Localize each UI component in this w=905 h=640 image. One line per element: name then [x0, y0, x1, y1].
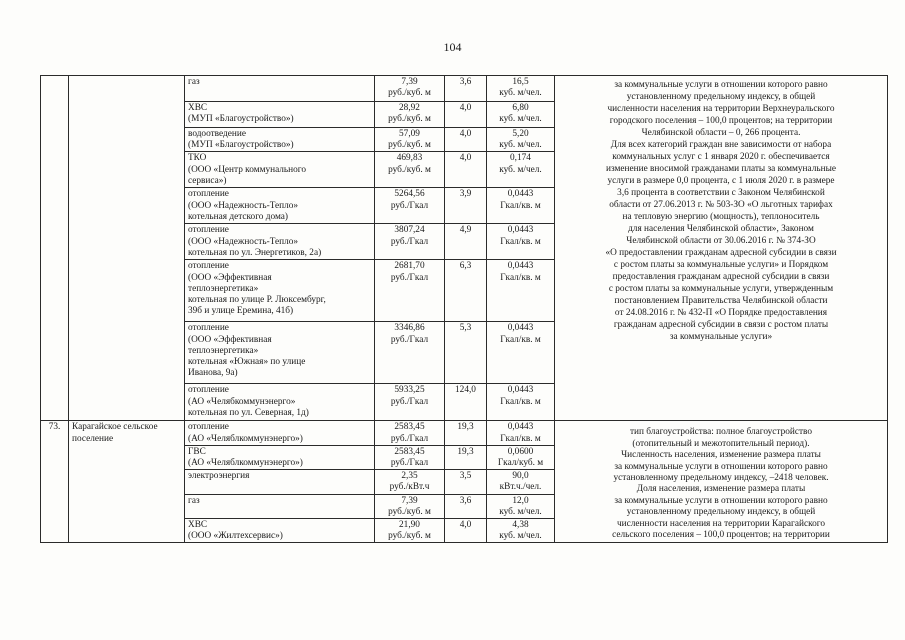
- index-cell: 19,3: [445, 445, 487, 469]
- note-cell-line: изменение вносимой гражданами платы за коммунальные: [606, 164, 836, 174]
- norm-cell: [487, 76, 555, 102]
- index-cell: 3,6: [445, 494, 487, 518]
- norm-cell-line: 0,174: [510, 153, 531, 164]
- index-cell: 4,0: [445, 128, 487, 152]
- note-cell-line: гражданам адресной субсидии в связи с ростом платы: [613, 320, 829, 330]
- tariff-cell-line: руб./Гкал: [390, 334, 429, 345]
- tariff-cell-line: руб./кВт.ч: [389, 482, 430, 493]
- service-cell: [185, 445, 375, 469]
- note-cell-line: Для всех категорий граждан вне зависимости от набора: [610, 140, 832, 150]
- service-cell: [185, 421, 375, 445]
- note-cell-line: предоставления гражданам адресной субсидии в связи: [612, 272, 830, 282]
- service-cell: [185, 76, 375, 102]
- tariff-cell-line: руб./Гкал: [390, 433, 429, 444]
- service-cell-line: сервиса»): [188, 175, 227, 186]
- service-cell-line: теплоэнергетика»: [188, 283, 259, 294]
- norm-cell: [487, 494, 555, 518]
- service-cell-line: котельная по улице Р. Люксембург,: [188, 295, 326, 306]
- norm-cell-line: Гкал/кв. м: [500, 200, 541, 211]
- norm-cell-line: Гкал/куб. м: [497, 458, 544, 469]
- service-cell: [185, 519, 375, 543]
- service-cell-line: ХВС: [188, 520, 208, 531]
- note-cell-line: коммунальных услуг с 1 января 2020 г. обеспечивается: [612, 152, 830, 162]
- norm-cell-line: 5,20: [512, 129, 529, 139]
- tariff-cell-line: руб./Гкал: [390, 272, 429, 283]
- index-cell: 5,3: [445, 322, 487, 384]
- norm-cell-line: Гкал/кв. м: [500, 433, 541, 444]
- note-cell-line: услуги в размере 0,0 процента, с 1 июля 2020 г. в размере: [607, 176, 835, 186]
- norm-cell: [487, 260, 555, 322]
- norm-cell-line: 6,80: [512, 103, 529, 113]
- tariff-cell-line: руб./куб. м: [388, 164, 431, 175]
- service-cell-line: Иванова, 9а): [188, 368, 238, 379]
- page-number: 104: [443, 40, 462, 54]
- index-cell: 4,0: [445, 102, 487, 128]
- service-cell-line: ХВС: [188, 103, 208, 113]
- tariff-cell: [375, 494, 445, 518]
- norm-cell-line: 0,0600: [507, 446, 534, 457]
- service-cell-line: отопление: [188, 422, 229, 433]
- note-cell-line: с ростом платы за коммунальные услуги, утвержденным: [608, 284, 834, 294]
- service-cell-line: (ООО «Надежность-Тепло»: [188, 200, 299, 211]
- service-cell-line: газ: [188, 495, 200, 506]
- index-cell: 19,3: [445, 421, 487, 445]
- service-cell-line: котельная детского дома): [188, 211, 288, 222]
- note-cell-line: для населения Челябинской области», Законом: [628, 224, 814, 234]
- row-number-cell: [41, 76, 69, 421]
- norm-cell-line: 0,0443: [507, 261, 534, 272]
- note-cell-line: сельского поселения – 100,0 процентов; на территории: [612, 530, 830, 541]
- tariff-cell-line: 5264,56: [394, 189, 425, 200]
- service-cell-line: (ООО «Надежность-Тепло»: [188, 236, 299, 247]
- norm-cell-line: Гкал/кв. м: [500, 396, 541, 407]
- norm-cell-line: 12,0: [512, 495, 529, 506]
- tariff-cell-line: 3807,24: [394, 225, 425, 236]
- index-cell: 3,6: [445, 76, 487, 102]
- note-cell-line: городского поселения – 100,0 процентов; на территории: [609, 116, 833, 126]
- note-cell-line: численности населения на территории Карагайского: [617, 518, 825, 529]
- service-cell: [185, 470, 375, 494]
- tariff-cell-line: руб./Гкал: [390, 458, 429, 469]
- service-cell-line: отопление: [188, 189, 229, 200]
- tariff-cell: [375, 224, 445, 260]
- note-cell-line: установленному предельному индексу, в общей: [626, 507, 816, 518]
- tariff-cell: [375, 421, 445, 445]
- tariff-cell-line: 7,39: [401, 77, 418, 87]
- note-cell-line: Численность населения, изменение размера платы: [621, 450, 821, 461]
- norm-cell-line: 4,38: [512, 520, 529, 531]
- norm-cell: [487, 445, 555, 469]
- index-cell: 3,5: [445, 470, 487, 494]
- norm-cell-line: куб. м/чел.: [499, 140, 542, 151]
- norm-cell: [487, 224, 555, 260]
- tariff-cell-line: руб./куб. м: [388, 531, 431, 542]
- norm-cell: [487, 519, 555, 543]
- table-row: [41, 421, 888, 445]
- norm-cell: [487, 421, 555, 445]
- tariff-cell: [375, 322, 445, 384]
- tariff-cell-line: 57,09: [399, 129, 420, 139]
- table-row: [41, 76, 888, 102]
- service-cell: [185, 260, 375, 322]
- index-cell: 124,0: [445, 384, 487, 421]
- tariff-cell-line: 5933,25: [394, 385, 425, 396]
- note-cell-line: установленному предельному индексу, в общей: [626, 92, 816, 102]
- norm-cell: [487, 188, 555, 224]
- tariff-cell-line: руб./Гкал: [390, 396, 429, 407]
- service-cell-line: (ООО «Эффективная: [188, 272, 272, 283]
- service-cell-line: (МУП «Благоустройство»): [188, 140, 294, 151]
- norm-cell-line: куб. м/чел.: [499, 531, 542, 542]
- note-cell-line: тип благоустройства: полное благоустройство: [629, 427, 813, 438]
- note-cell-line: с ростом платы за коммунальные услуги» и Порядком: [613, 260, 829, 270]
- tariff-cell: [375, 188, 445, 224]
- tariff-cell-line: руб./Гкал: [390, 236, 429, 247]
- index-cell: 6,3: [445, 260, 487, 322]
- service-cell-line: (АО «Челяблкоммунэнерго»): [188, 433, 303, 444]
- norm-cell-line: 16,5: [512, 77, 529, 87]
- note-cell-line: за коммунальные услуги в отношении которого равно: [614, 80, 828, 90]
- tariff-cell: [375, 102, 445, 128]
- tariff-cell-line: руб./Гкал: [390, 200, 429, 211]
- service-cell-line: котельная по ул. Северная, 1д): [188, 407, 309, 418]
- note-cell-line: за коммунальные услуги»: [669, 332, 773, 342]
- norm-cell-line: кВт.ч./чел.: [499, 482, 542, 493]
- service-cell-line: котельная по ул. Энергетиков, 2а): [188, 247, 322, 258]
- service-cell: [185, 494, 375, 518]
- note-cell-line: численности населения на территории Верхнеуральского: [607, 104, 835, 114]
- service-cell: [185, 322, 375, 384]
- note-cell-line: на тепловую энергию (мощность), теплоноситель: [622, 212, 820, 222]
- norm-cell-line: 0,0443: [507, 385, 534, 396]
- settlement-cell: [69, 76, 185, 421]
- note-cell-line: (отопительный и межотопительный период).: [632, 438, 810, 449]
- tariff-cell: [375, 128, 445, 152]
- norm-cell: [487, 128, 555, 152]
- note-cell-line: за коммунальные услуги в отношении которого равно: [614, 495, 828, 506]
- service-cell-line: 39б и улице Еремина, 41б): [188, 306, 294, 317]
- index-cell: 4,0: [445, 519, 487, 543]
- norm-cell: [487, 384, 555, 421]
- service-cell-line: (АО «Челяблкоммунэнерго»): [188, 458, 303, 469]
- tariff-cell: [375, 384, 445, 421]
- service-cell-line: (МУП «Благоустройство»): [188, 114, 294, 125]
- service-cell-line: отопление: [188, 225, 229, 236]
- service-cell-line: ГВС: [188, 446, 206, 457]
- norm-cell-line: 0,0443: [507, 189, 534, 200]
- index-cell: 4,0: [445, 152, 487, 188]
- service-cell-line: газ: [188, 77, 200, 87]
- settlement-cell-line: поселение: [72, 433, 114, 444]
- service-cell: [185, 102, 375, 128]
- index-cell: 4,9: [445, 224, 487, 260]
- index-cell: 3,9: [445, 188, 487, 224]
- norm-cell-line: 90,0: [512, 471, 529, 482]
- tariff-cell: [375, 76, 445, 102]
- note-cell-line: области от 27.06.2013 г. № 503-ЗО «О льготных тарифах: [609, 200, 833, 210]
- service-cell: [185, 188, 375, 224]
- tariff-cell-line: 28,92: [399, 103, 420, 113]
- note-cell-line: Доля населения, изменение размера платы: [636, 484, 806, 495]
- note-cell: [555, 76, 888, 421]
- norm-cell: [487, 152, 555, 188]
- note-cell-line: установленному предельному индексу, –2418 человек.: [613, 473, 829, 484]
- tariff-cell-line: 3346,86: [394, 323, 425, 334]
- service-cell-line: (АО «Челябкоммунэнерго»: [188, 396, 296, 407]
- row-number-cell: 73.: [41, 421, 69, 543]
- settlement-cell-line: Карагайское сельское: [72, 422, 158, 433]
- norm-cell-line: Гкал/кв. м: [500, 272, 541, 283]
- service-cell-line: теплоэнергетика»: [188, 345, 259, 356]
- service-cell-line: электроэнергия: [188, 471, 250, 482]
- norm-cell-line: 0,0443: [507, 422, 534, 433]
- service-cell: [185, 128, 375, 152]
- norm-cell-line: куб. м/чел.: [499, 88, 542, 99]
- service-cell-line: котельная «Южная» по улице: [188, 357, 306, 368]
- service-cell: [185, 224, 375, 260]
- tariff-cell: [375, 470, 445, 494]
- note-cell-line: Челябинской области от 30.06.2016 г. № 374-ЗО: [626, 236, 816, 246]
- service-cell-line: (ООО «Жилтехсервис»): [188, 531, 283, 542]
- service-cell-line: отопление: [188, 261, 229, 272]
- norm-cell-line: куб. м/чел.: [499, 506, 542, 517]
- service-cell: [185, 152, 375, 188]
- norm-cell: [487, 102, 555, 128]
- tariff-cell: [375, 260, 445, 322]
- service-cell-line: отопление: [188, 323, 229, 334]
- tariff-cell-line: руб./куб. м: [388, 506, 431, 517]
- settlement-cell: [69, 421, 185, 543]
- norm-cell-line: 0,0443: [507, 225, 534, 236]
- note-cell-line: Челябинской области – 0, 266 процента.: [641, 128, 801, 138]
- tariff-cell: [375, 519, 445, 543]
- note-cell: [555, 421, 888, 543]
- tariff-cell-line: руб./куб. м: [388, 88, 431, 99]
- norm-cell: [487, 322, 555, 384]
- service-cell-line: отопление: [188, 385, 229, 396]
- service-cell: [185, 384, 375, 421]
- norm-cell-line: Гкал/кв. м: [500, 236, 541, 247]
- service-cell-line: (ООО «Центр коммунального: [188, 164, 307, 175]
- norm-cell-line: Гкал/кв. м: [500, 334, 541, 345]
- note-cell-line: «О предоставлении гражданам адресной субсидии в связи: [605, 248, 837, 258]
- service-cell-line: водоотведение: [188, 129, 246, 139]
- tariff-cell-line: 2583,45: [394, 446, 425, 457]
- note-cell-line: за коммунальные услуги в отношении которого равно: [614, 461, 828, 472]
- tariff-cell-line: 2583,45: [394, 422, 425, 433]
- tariff-cell-line: 2,35: [401, 471, 418, 482]
- tariff-cell-line: руб./куб. м: [388, 140, 431, 151]
- norm-cell-line: 0,0443: [507, 323, 534, 334]
- norm-cell-line: куб. м/чел.: [499, 164, 542, 175]
- norm-cell: [487, 470, 555, 494]
- tariff-cell: [375, 152, 445, 188]
- tariff-cell-line: 21,90: [399, 520, 420, 531]
- note-cell-line: 3,6 процента в соответствии с Законом Челябинской: [617, 188, 825, 198]
- tariff-cell-line: 2681,70: [394, 261, 425, 272]
- tariff-cell-line: руб./куб. м: [388, 114, 431, 125]
- norm-cell-line: куб. м/чел.: [499, 114, 542, 125]
- tariff-cell-line: 469,83: [396, 153, 423, 164]
- tariff-cell-line: 7,39: [401, 495, 418, 506]
- tariff-table: [40, 75, 888, 543]
- note-cell-line: от 24.08.2016 г. № 432-П «О Порядке предоставления: [614, 308, 828, 318]
- service-cell-line: ТКО: [188, 153, 207, 164]
- service-cell-line: (ООО «Эффективная: [188, 334, 272, 345]
- note-cell-line: постановлением Правительства Челябинской области: [614, 296, 828, 306]
- tariff-cell: [375, 445, 445, 469]
